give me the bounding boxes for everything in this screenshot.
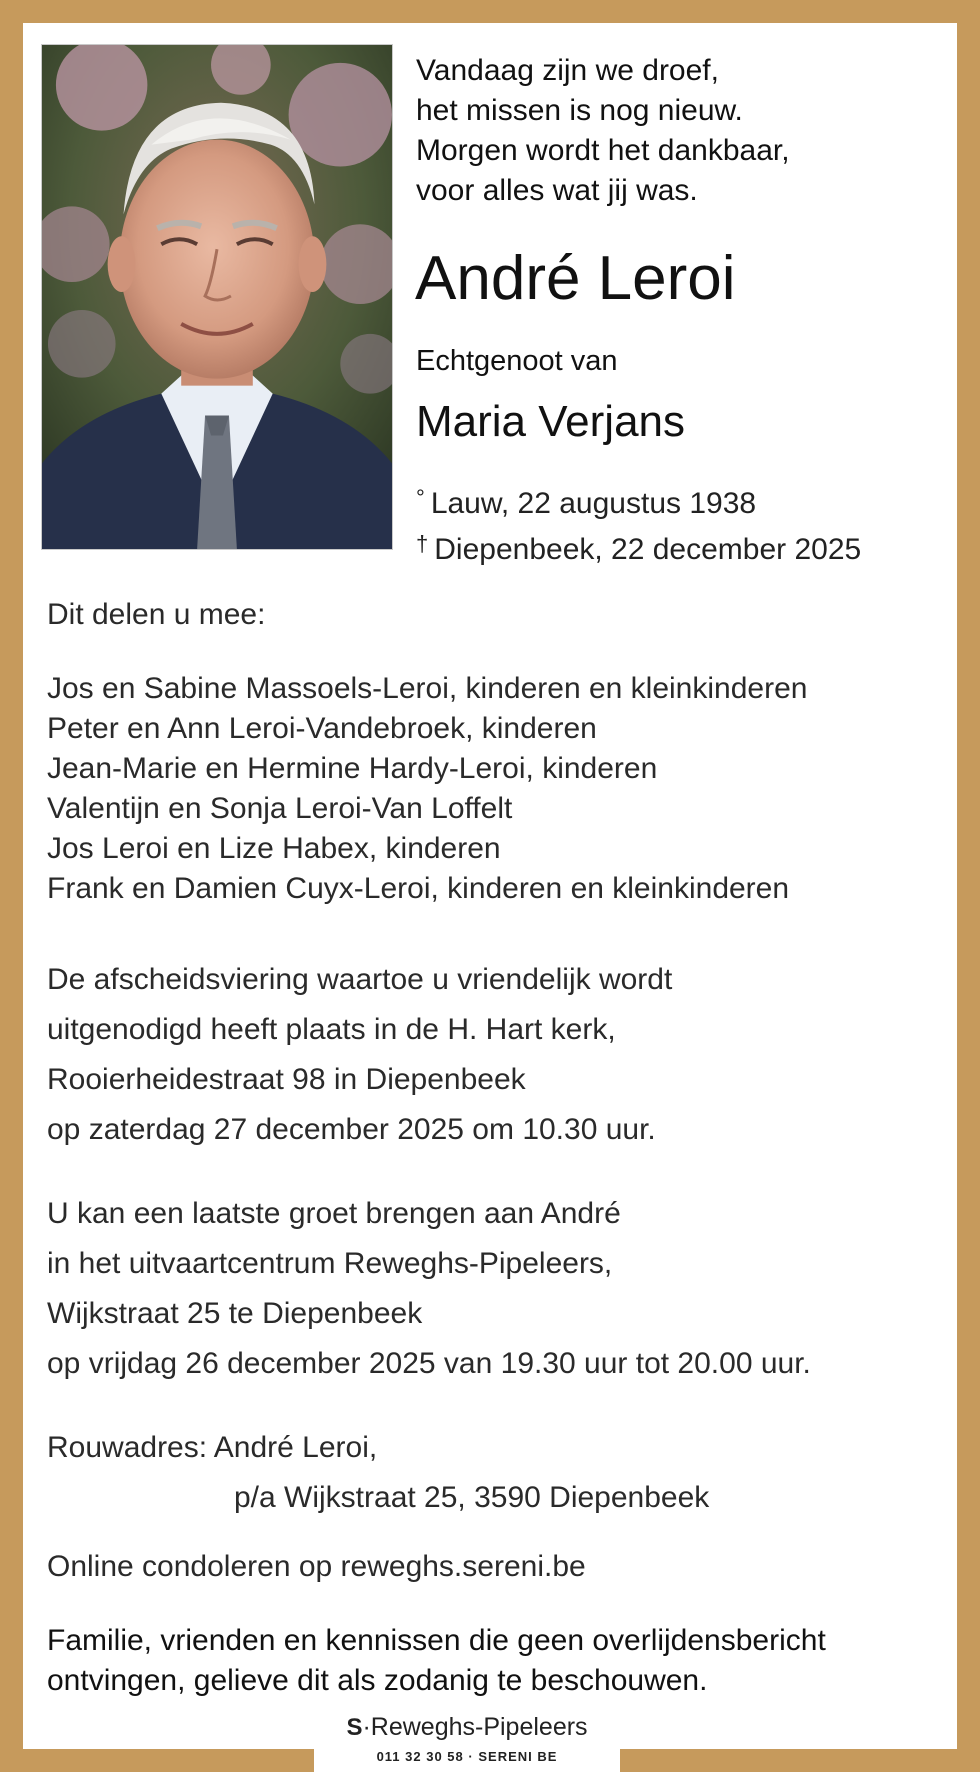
- birth-date: Lauw, 22 augustus 1938: [430, 487, 757, 520]
- address-line: p/a Wijkstraat 25, 3590 Diepenbeek: [234, 1481, 710, 1514]
- visitation-line: in het uitvaartcentrum Reweghs-Pipeleers,: [47, 1247, 613, 1280]
- ceremony-line: De afscheidsviering waartoe u vriendelijk wordt: [47, 963, 673, 996]
- family-member: Jos Leroi en Lize Habex, kinderen: [47, 832, 501, 865]
- funeral-home-contact: [314, 1749, 620, 1765]
- portrait-photo: [41, 44, 393, 550]
- funeral-home-logo-icon: S: [346, 1714, 363, 1741]
- family-member: Frank en Damien Cuyx-Leroi, kinderen en kleinkinderen: [47, 872, 790, 905]
- family-member: Jos en Sabine Massoels-Leroi, kinderen en kleinkinderen: [47, 672, 808, 705]
- poem-line: voor alles wat jij was.: [416, 174, 698, 207]
- brand-separator: ·: [362, 1713, 371, 1741]
- funeral-home-footer: [314, 1700, 620, 1772]
- network-name: SERENI BE: [478, 1749, 558, 1764]
- obituary-card: [23, 23, 957, 1749]
- deceased-name: André Leroi: [415, 244, 736, 313]
- notice-text: [47, 1621, 826, 1701]
- visitation-line: Wijkstraat 25 te Diepenbeek: [47, 1297, 423, 1330]
- family-member: Jean-Marie en Hermine Hardy-Leroi, kinderen: [47, 752, 658, 785]
- poem-line: Morgen wordt het dankbaar,: [416, 134, 790, 167]
- ceremony-line: op zaterdag 27 december 2025 om 10.30 uur.: [47, 1113, 656, 1146]
- online-condolence: Online condoleren op reweghs.sereni.be: [47, 1550, 586, 1583]
- ceremony-info: [47, 955, 672, 1155]
- ceremony-line: uitgenodigd heeft plaats in de H. Hart kerk,: [47, 1013, 616, 1046]
- death-date: Diepenbeek, 22 december 2025: [434, 533, 862, 566]
- visitation-line: U kan een laatste groet brengen aan André: [47, 1197, 621, 1230]
- birth-line: [416, 478, 861, 524]
- phone-number: 011 32 30 58: [376, 1749, 464, 1764]
- funeral-home-name: Reweghs-Pipeleers: [370, 1713, 588, 1741]
- funeral-home-brand: [314, 1712, 620, 1743]
- family-list: [47, 669, 807, 909]
- spouse-name: Maria Verjans: [416, 397, 686, 446]
- family-member: Valentijn en Sonja Leroi-Van Loffelt: [47, 792, 513, 825]
- poem-line: het missen is nog nieuw.: [416, 94, 743, 127]
- ceremony-line: Rooierheidestraat 98 in Diepenbeek: [47, 1063, 526, 1096]
- mourning-address: [47, 1423, 709, 1523]
- life-dates: [416, 478, 861, 570]
- visitation-info: [47, 1189, 811, 1389]
- visitation-line: op vrijdag 26 december 2025 van 19.30 uur tot 20.00 uur.: [47, 1347, 811, 1380]
- contact-separator: ·: [468, 1749, 474, 1764]
- portrait-image: [42, 45, 392, 549]
- birth-symbol: °: [416, 485, 425, 510]
- memorial-poem: [416, 51, 936, 211]
- family-member: Peter en Ann Leroi-Vandebroek, kinderen: [47, 712, 597, 745]
- intro-text: Dit delen u mee:: [47, 598, 266, 631]
- spouse-label: Echtgenoot van: [416, 345, 618, 377]
- address-line: Rouwadres: André Leroi,: [47, 1431, 378, 1464]
- death-line: [416, 524, 861, 570]
- notice-line: Familie, vrienden en kennissen die geen overlijdensbericht: [47, 1624, 826, 1657]
- notice-line: ontvingen, gelieve dit als zodanig te beschouwen.: [47, 1664, 708, 1697]
- poem-line: Vandaag zijn we droef,: [416, 54, 719, 87]
- death-symbol: †: [416, 531, 429, 556]
